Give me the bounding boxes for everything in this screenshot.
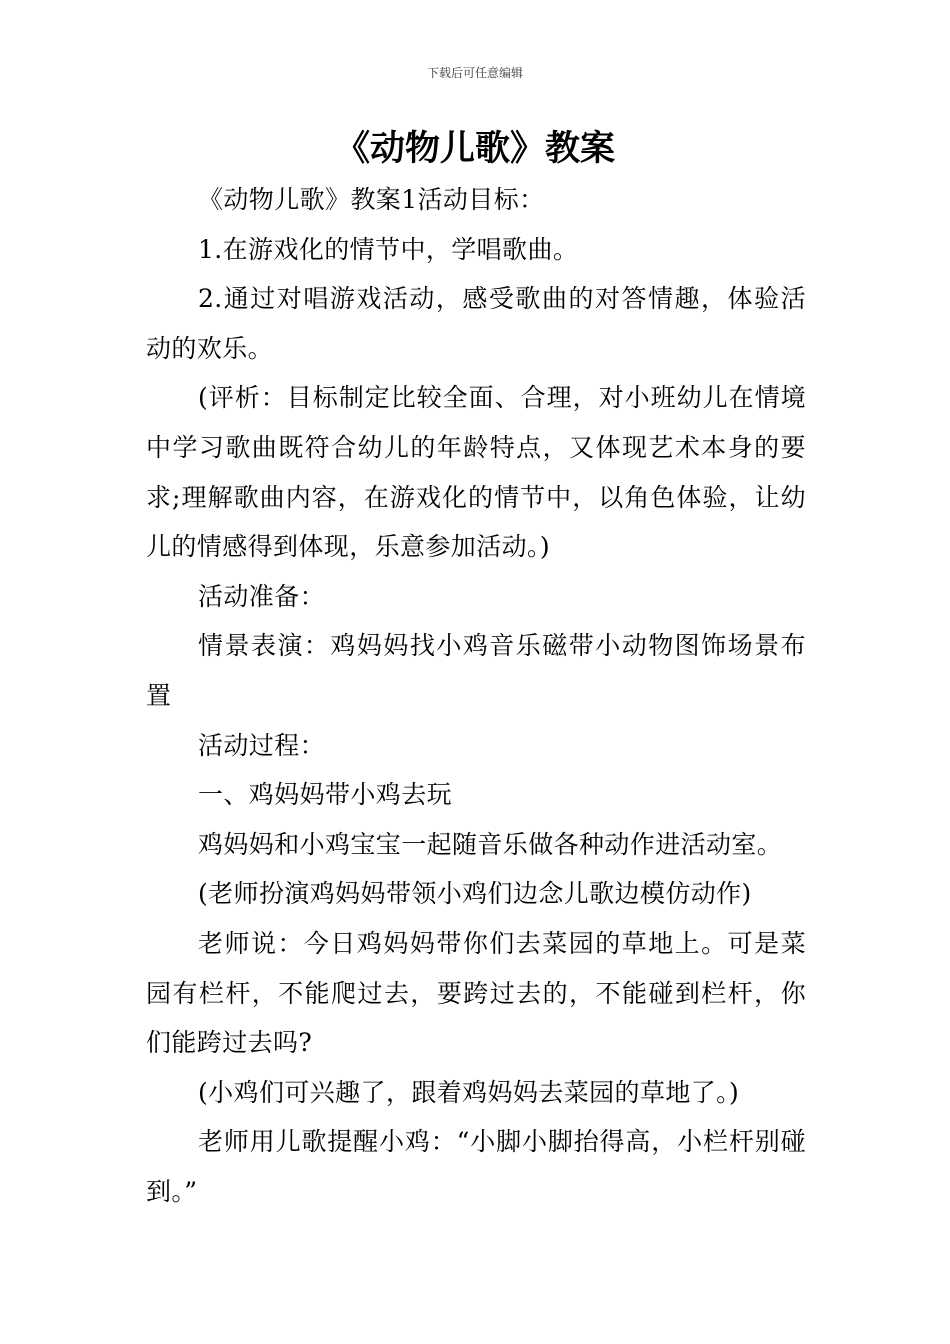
paragraph-teacher-says: 老师说：今日鸡妈妈带你们去菜园的草地上。可是菜园有栏杆，不能爬过去，要跨过去的，不能碰到栏杆，你们能跨过去吗? <box>146 928 806 1058</box>
paragraph-section-1-heading: 一、鸡妈妈带小鸡去玩 <box>198 780 453 810</box>
paragraph-objectives-heading: 《动物儿歌》教案1活动目标： <box>198 185 545 214</box>
paragraph-evaluation: (评析：目标制定比较全面、合理，对小班幼儿在情境中学习歌曲既符合幼儿的年龄特点，又体现艺术本身的要求;理解歌曲内容，在游戏化的情节中，以角色体验，让幼儿的情感得到体现，乐意参加活动。) <box>146 383 806 562</box>
document-title: 《动物儿歌》教案 <box>334 128 615 169</box>
paragraph-process-heading: 活动过程： <box>198 730 326 760</box>
paragraph-teacher-note: (老师扮演鸡妈妈带领小鸡们边念儿歌边模仿动作) <box>198 879 752 909</box>
paragraph-teacher-rhyme: 老师用儿歌提醒小鸡：“小脚小脚抬得高，小栏杆别碰到。” <box>146 1127 806 1206</box>
paragraph-objective-1: 1.在游戏化的情节中，学唱歌曲。 <box>198 234 579 264</box>
paragraph-preparation: 情景表演：鸡妈妈找小鸡音乐磁带小动物图饰场景布置 <box>146 631 806 710</box>
paragraph-objective-2: 2.通过对唱游戏活动，感受歌曲的对答情趣，体验活动的欢乐。 <box>146 284 806 363</box>
paragraph-preparation-heading: 活动准备： <box>198 581 326 611</box>
paragraph-chicks-react: (小鸡们可兴趣了，跟着鸡妈妈去菜园的草地了。) <box>198 1077 740 1107</box>
header-note: 下载后可任意编辑 <box>426 66 523 80</box>
paragraph-activity-entry: 鸡妈妈和小鸡宝宝一起随音乐做各种动作进活动室。 <box>198 829 783 859</box>
document-body <box>146 175 806 1216</box>
